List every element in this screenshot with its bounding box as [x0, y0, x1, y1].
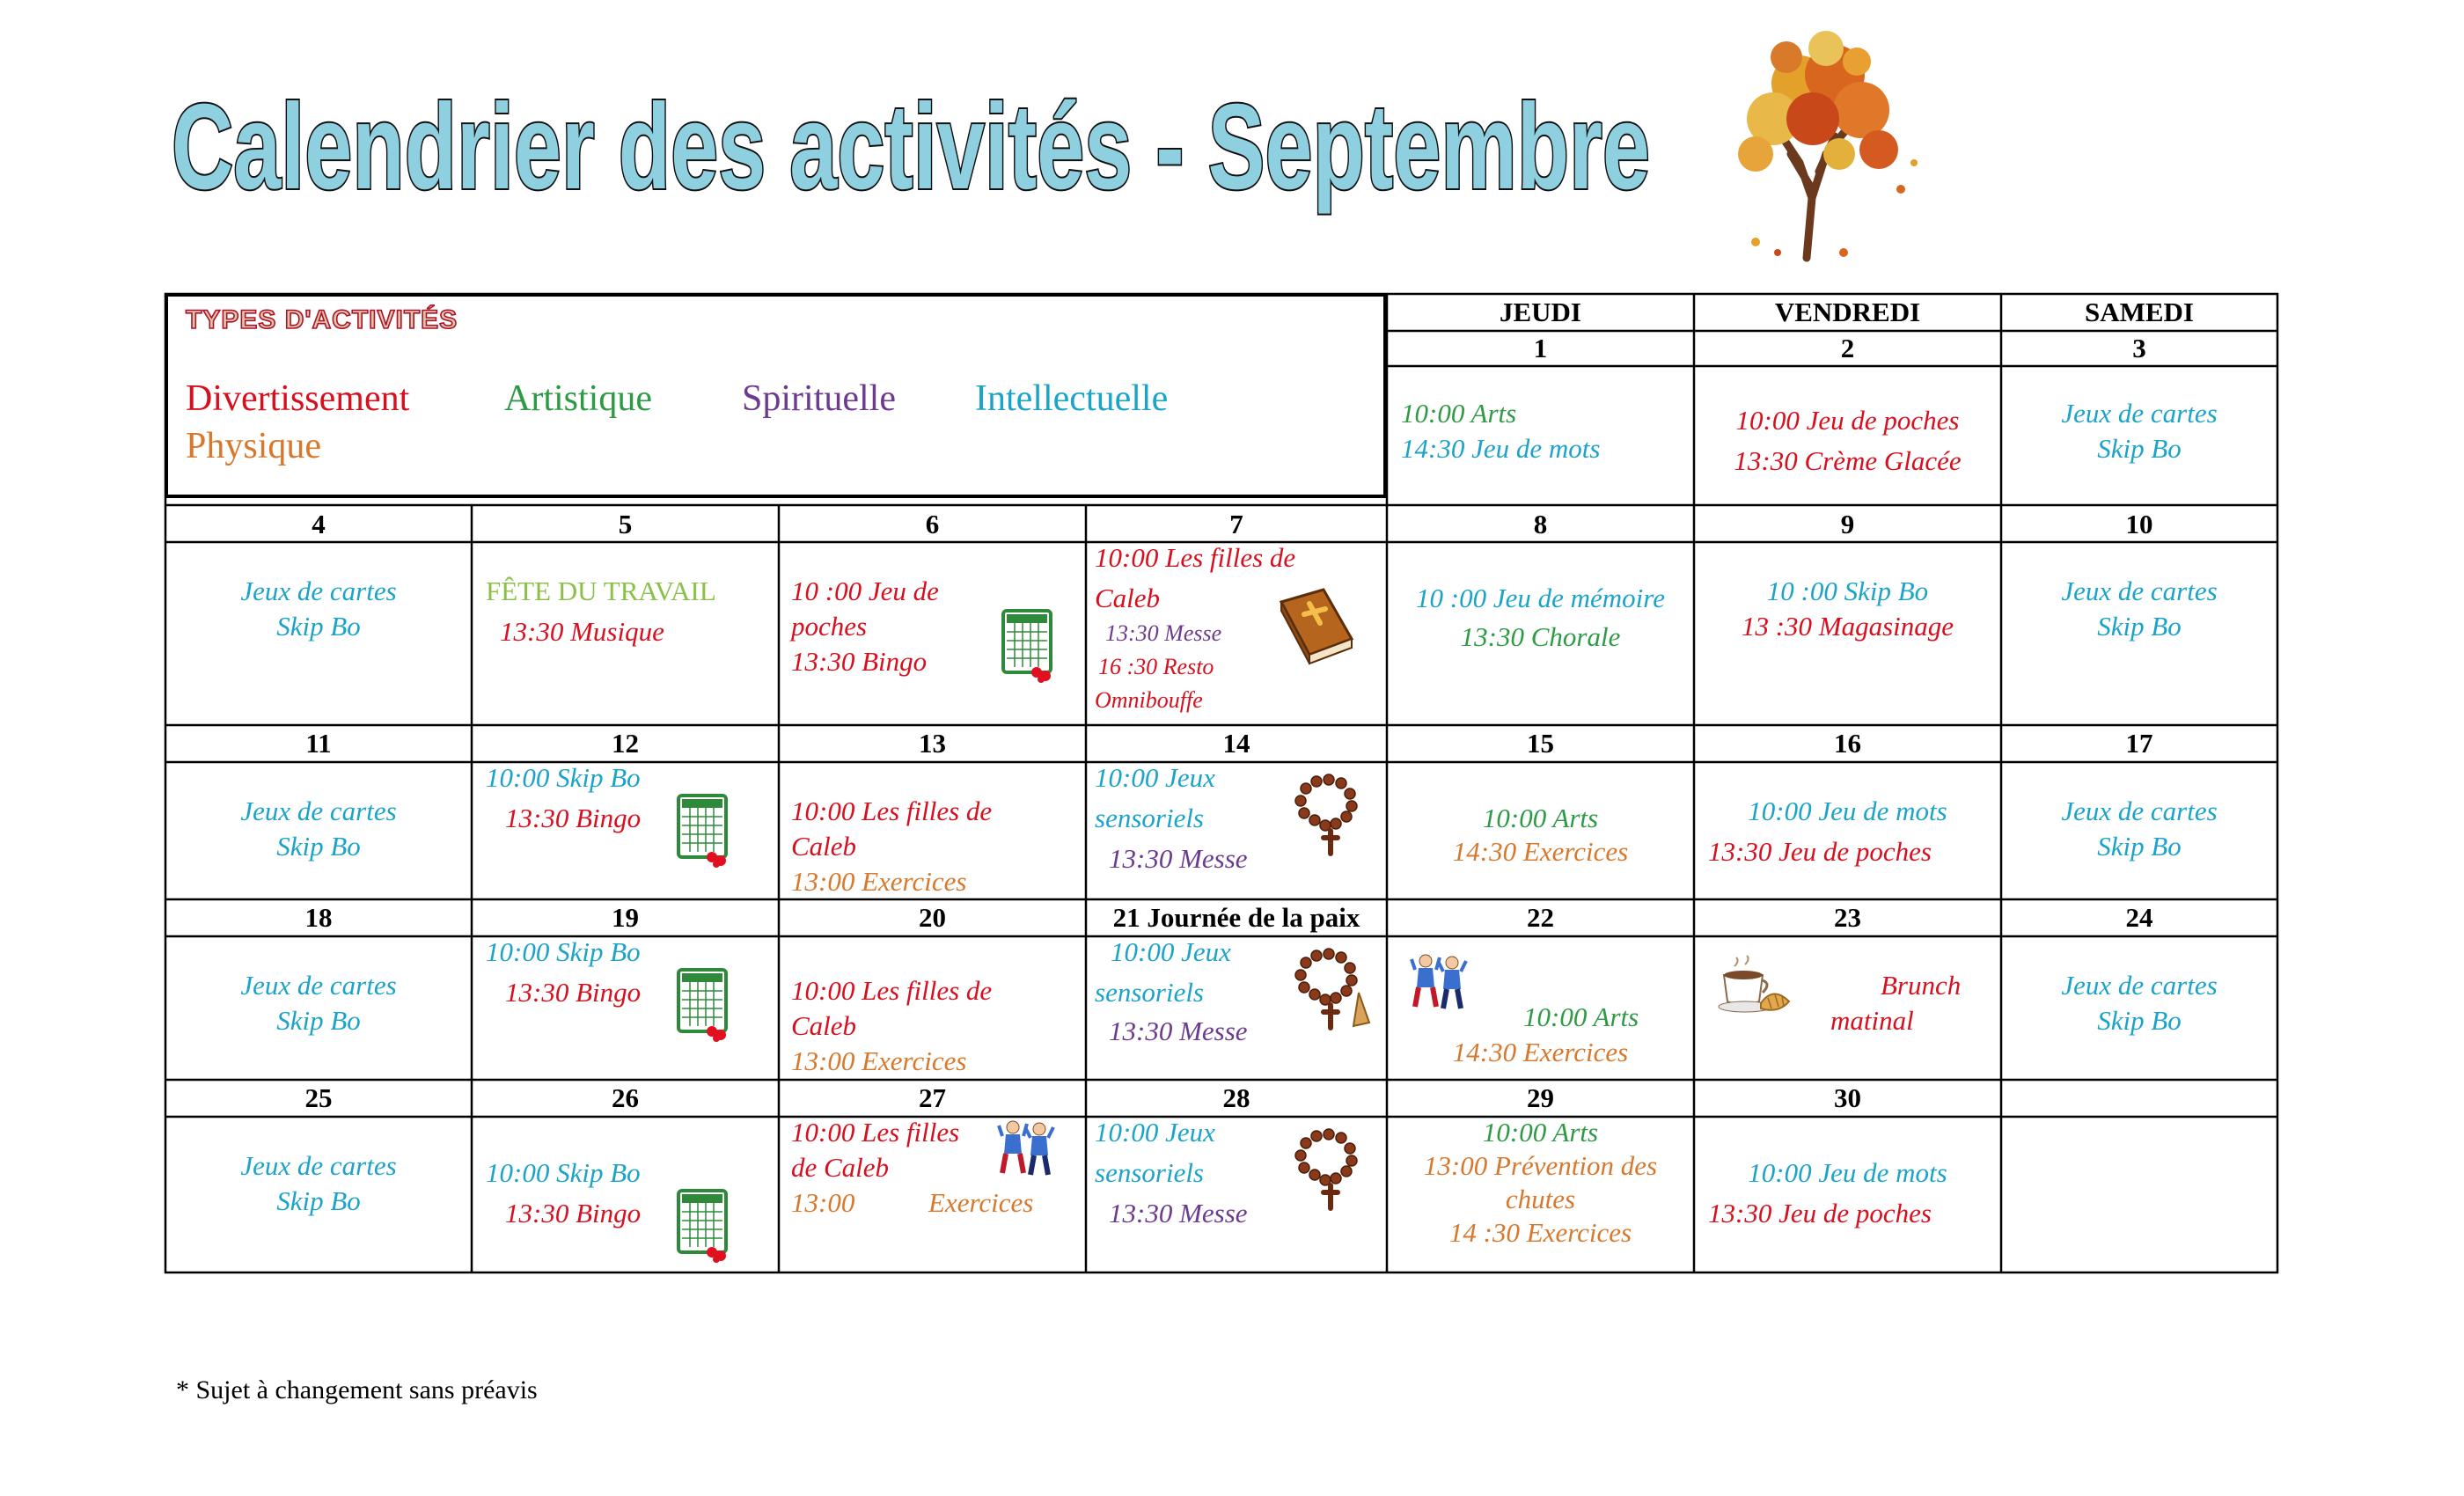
header-jeudi: JEUDI	[1499, 297, 1581, 327]
day-number: 17	[2125, 728, 2153, 759]
day-cell-10	[2001, 544, 2277, 725]
event-line: 13:00 Exercices	[791, 1045, 967, 1076]
event-line: Jeux de cartes	[2061, 970, 2218, 1001]
event-line: 13:30 Bingo	[505, 977, 642, 1008]
event-line: FÊTE DU TRAVAIL	[486, 576, 716, 606]
bingo-card-icon	[677, 794, 730, 868]
page-title-text: Calendrier des activités - Septembre	[172, 79, 1650, 215]
day-cell-9	[1694, 544, 2001, 725]
day-number: 27	[919, 1082, 946, 1113]
event-line: 13:30 Crème Glacée	[1734, 445, 1962, 476]
event-line: 10:00 Jeux	[1111, 936, 1231, 967]
event-line: 13:00 Exercices	[791, 866, 967, 897]
day-number: 16	[1834, 728, 1861, 759]
day-number: 15	[1527, 728, 1554, 759]
activity-types-legend	[165, 294, 1387, 498]
event-line: 10:00 Jeu de mots	[1748, 796, 1947, 826]
event-line: 14:30 Exercices	[1452, 1037, 1629, 1067]
event-line: Skip Bo	[2097, 611, 2182, 642]
event-line: 10:00 Arts	[1482, 803, 1599, 833]
day-cell-4	[165, 544, 472, 725]
day-cell-5	[472, 544, 779, 725]
legend-divertissement: Divertissement	[186, 378, 410, 419]
event-line: sensoriels	[1095, 977, 1204, 1008]
legend-physique: Physique	[186, 426, 322, 466]
day-number: 22	[1527, 902, 1554, 933]
day-cell-23	[1694, 938, 2001, 1080]
day-cell-29	[1387, 1118, 1694, 1272]
event-line: 10:00 Jeu de poches	[1735, 405, 1960, 436]
event-line: Caleb	[791, 831, 857, 862]
day-number: 18	[304, 902, 333, 933]
day-cell-22	[1387, 938, 1694, 1080]
day-cell-19	[472, 938, 779, 1080]
event-line: 10:00 Skip Bo	[486, 936, 641, 967]
event-line: 14:30 Exercices	[1452, 836, 1629, 867]
day-cell-3	[2001, 368, 2277, 505]
day-number: 2	[1840, 333, 1855, 363]
day-cell-27	[779, 1118, 1086, 1272]
day-cell-21	[1086, 938, 1387, 1080]
event-line: 16 :30 Resto	[1098, 654, 1214, 679]
day-number: 12	[612, 728, 639, 759]
exercise-people-icon	[1412, 952, 1468, 1012]
day-cell-15	[1387, 764, 1694, 899]
event-line: 10:00 Jeux	[1095, 1117, 1215, 1148]
bingo-card-icon	[677, 968, 730, 1042]
day-number: 23	[1834, 902, 1861, 933]
brunch-coffee-croissant-icon	[1717, 959, 1793, 1023]
event-line: chutes	[1505, 1184, 1576, 1214]
day-number: 28	[1222, 1082, 1250, 1113]
event-line: sensoriels	[1095, 1157, 1204, 1188]
day-cell-2	[1694, 368, 2001, 505]
event-line: 10 :00 Skip Bo	[1766, 576, 1929, 606]
event-line: 13:30 Jeu de poches	[1708, 836, 1932, 867]
event-line: Jeux de cartes	[2061, 576, 2218, 606]
day-number: 29	[1527, 1082, 1554, 1113]
legend-title: TYPES D'ACTIVITÉS	[186, 305, 458, 334]
footnote: * Sujet à changement sans préavis	[176, 1375, 538, 1404]
day-number: 26	[612, 1082, 639, 1113]
event-line: 13:30 Messe	[1109, 1198, 1248, 1228]
event-line: Skip Bo	[276, 1005, 361, 1036]
rosary-icon	[1290, 947, 1378, 1031]
day-number: 25	[304, 1082, 333, 1113]
legend-artistique: Artistique	[504, 378, 652, 419]
day-number: 5	[618, 509, 633, 539]
event-line: 13:00 Prévention des	[1423, 1150, 1658, 1181]
event-line: 10:00 Les filles de	[791, 796, 993, 826]
event-line: 13:30 Messe	[1105, 620, 1222, 646]
day-number: 20	[919, 902, 946, 933]
event-line: 13:30 Bingo	[505, 1198, 642, 1228]
bingo-card-icon	[677, 1189, 730, 1263]
bingo-card-icon	[1001, 609, 1054, 683]
day-number: 10	[2125, 509, 2153, 539]
event-line: Skip Bo	[2097, 1005, 2182, 1036]
event-line: 10:00 Jeu de mots	[1748, 1157, 1947, 1188]
event-line: poches	[791, 611, 868, 642]
event-line: Skip Bo	[276, 1185, 361, 1216]
header-vendredi: VENDREDI	[1774, 297, 1921, 327]
event-line: Skip Bo	[276, 831, 361, 862]
day-number: 30	[1834, 1082, 1861, 1113]
day-number: 21 Journée de la paix	[1112, 902, 1360, 933]
event-line: 10:00 Skip Bo	[486, 762, 641, 793]
rosary-icon	[1290, 773, 1366, 857]
event-line: 13:30 Bingo	[791, 646, 928, 677]
event-line: Jeux de cartes	[2061, 796, 2218, 826]
event-line: 10 :00 Jeu de	[791, 576, 939, 606]
event-line: Jeux de cartes	[240, 970, 397, 1001]
day-cell-26	[472, 1118, 779, 1272]
event-line: Skip Bo	[2097, 831, 2182, 862]
event-line: sensoriels	[1095, 803, 1204, 833]
event-line: Skip Bo	[2097, 433, 2182, 464]
day-cell-28	[1086, 1118, 1387, 1272]
header-samedi: SAMEDI	[2084, 297, 2194, 327]
day-number: 6	[925, 509, 940, 539]
event-line: 13:30 Bingo	[505, 803, 642, 833]
exercise-people-icon	[999, 1118, 1055, 1178]
event-line: Jeux de cartes	[240, 796, 397, 826]
day-number: 1	[1533, 333, 1548, 363]
event-line: 13:30 Jeu de poches	[1708, 1198, 1932, 1228]
event-line: 10:00 Arts	[1523, 1001, 1639, 1032]
event-line: 13:30 Musique	[500, 616, 664, 647]
day-cell-1	[1387, 368, 1694, 505]
event-line: Omnibouffe	[1095, 687, 1203, 713]
event-line: 10:00 Jeux	[1095, 762, 1215, 793]
event-line: 14:30 Jeu de mots	[1401, 433, 1601, 464]
event-line: Skip Bo	[276, 611, 361, 642]
day-number: 4	[312, 509, 326, 539]
event-line: 13:30 Chorale	[1460, 621, 1621, 652]
event-line: Exercices	[928, 1187, 1034, 1218]
day-cell-16	[1694, 764, 2001, 899]
bible-book-icon	[1272, 584, 1357, 669]
legend-spirituelle: Spirituelle	[742, 378, 896, 419]
day-cell-20	[779, 938, 1086, 1080]
event-line: Caleb	[1095, 583, 1161, 613]
event-line: 10 :00 Jeu de mémoire	[1416, 583, 1665, 613]
day-number: 24	[2125, 902, 2153, 933]
event-line: matinal	[1830, 1005, 1914, 1036]
event-line: Brunch	[1881, 970, 1962, 1001]
event-line: 14 :30 Exercices	[1448, 1217, 1632, 1248]
event-line: 10:00 Les filles	[791, 1117, 960, 1148]
day-number: 13	[919, 728, 946, 759]
event-line: 10:00 Arts	[1401, 398, 1517, 429]
event-line: de Caleb	[791, 1152, 890, 1183]
event-line: Jeux de cartes	[240, 576, 397, 606]
day-cell-13	[779, 764, 1086, 899]
day-number: 9	[1840, 509, 1855, 539]
day-cell-17	[2001, 764, 2277, 899]
event-line: 10:00 Skip Bo	[486, 1157, 641, 1188]
legend-intellectuelle: Intellectuelle	[975, 378, 1169, 419]
day-number: 7	[1229, 509, 1243, 539]
day-cell-12	[472, 764, 779, 899]
event-line: 13:30 Messe	[1109, 843, 1248, 874]
event-line: 13:30 Messe	[1109, 1016, 1248, 1046]
day-cell-24	[2001, 938, 2277, 1080]
day-cell-25	[165, 1118, 472, 1272]
event-line: 13:00	[791, 1187, 855, 1218]
day-cell-6	[779, 544, 1086, 725]
rosary-icon	[1290, 1127, 1366, 1212]
event-line: 10:00 Les filles de	[1095, 542, 1296, 573]
day-cell-18	[165, 938, 472, 1080]
event-line: Jeux de cartes	[2061, 398, 2218, 429]
day-number: 8	[1533, 509, 1548, 539]
event-line: Caleb	[791, 1010, 857, 1041]
day-number: 19	[612, 902, 639, 933]
day-cell-7	[1086, 544, 1387, 725]
day-number: 3	[2132, 333, 2146, 363]
day-number: 11	[305, 728, 332, 759]
day-cell-30	[1694, 1118, 2001, 1272]
event-line: 10:00 Les filles de	[791, 975, 993, 1006]
event-line: Jeux de cartes	[240, 1150, 397, 1181]
day-cell-14	[1086, 764, 1387, 899]
day-cell-11	[165, 764, 472, 899]
event-line: 10:00 Arts	[1482, 1117, 1599, 1148]
day-cell-8	[1387, 544, 1694, 725]
day-number: 14	[1222, 728, 1250, 759]
event-line: 13 :30 Magasinage	[1741, 611, 1954, 642]
